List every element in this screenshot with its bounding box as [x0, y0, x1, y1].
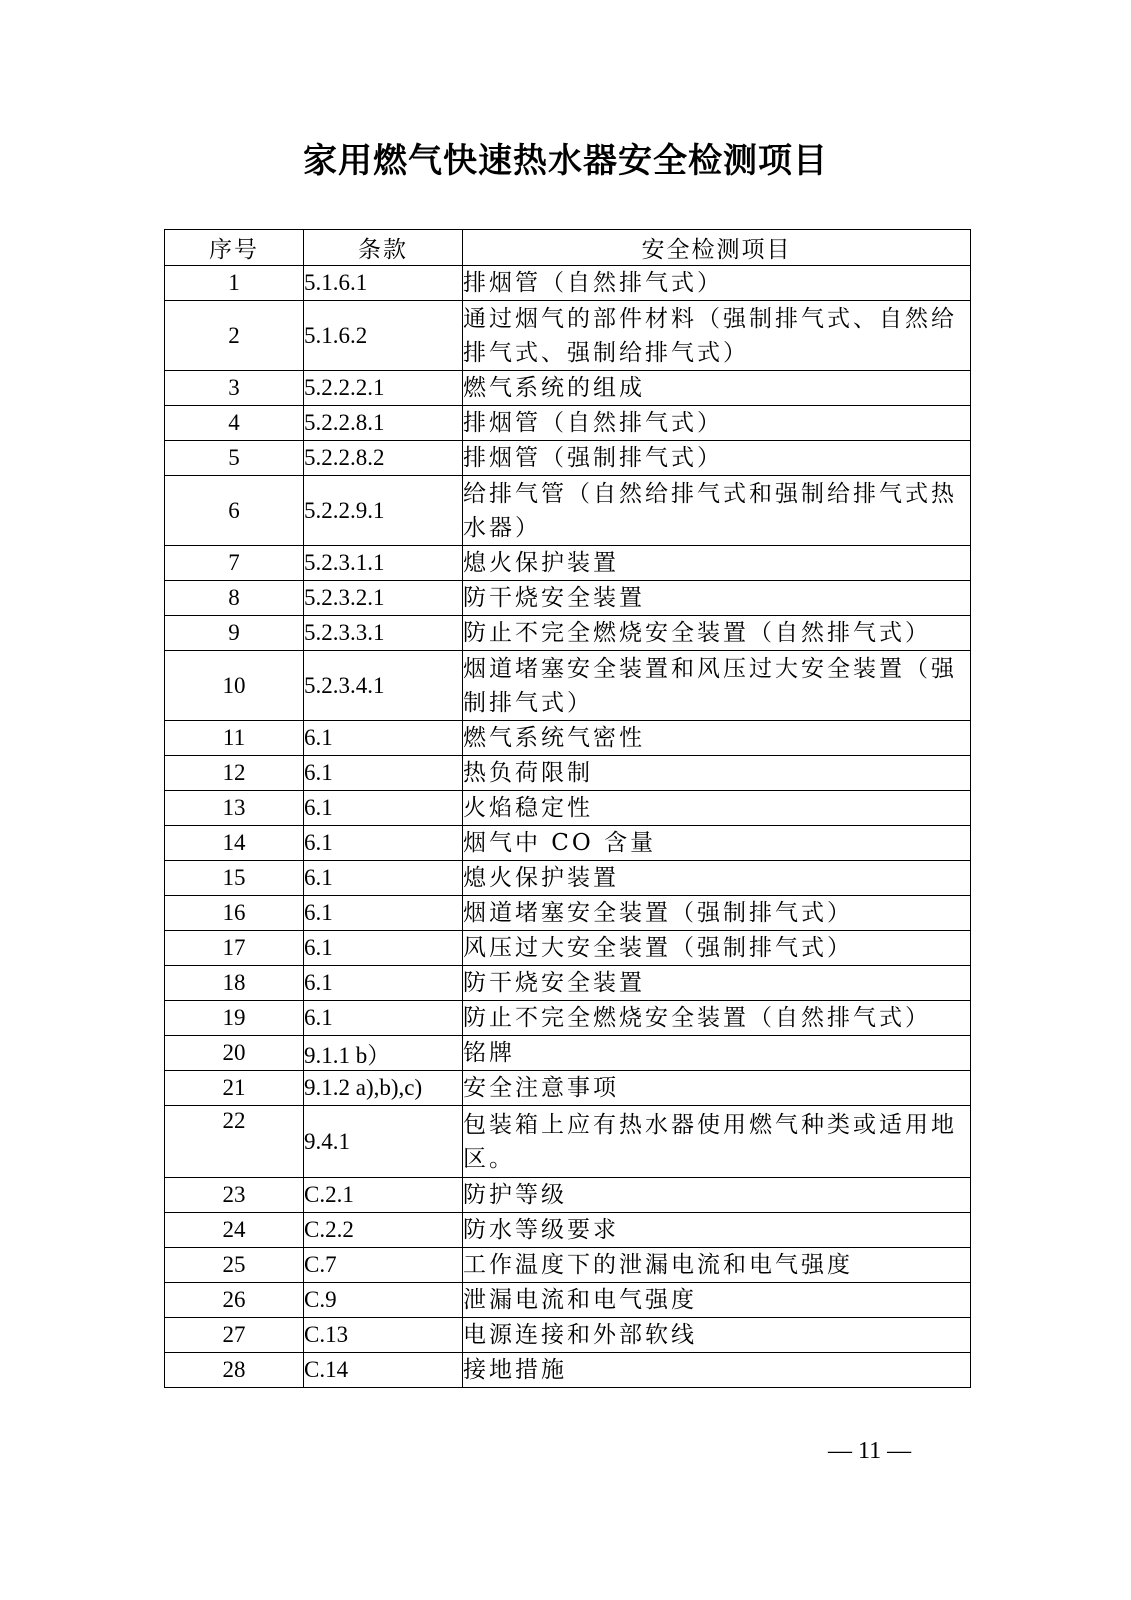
table-row [165, 1071, 971, 1106]
row-clause: 5.1.6.1 [304, 266, 463, 301]
row-clause: 6.1 [304, 756, 463, 791]
row-no: 25 [165, 1248, 304, 1283]
row-item: 电源连接和外部软线 [463, 1318, 971, 1353]
row-clause: 6.1 [304, 1001, 463, 1036]
row-item: 火焰稳定性 [463, 791, 971, 826]
row-item: 泄漏电流和电气强度 [463, 1283, 971, 1318]
row-clause: 6.1 [304, 861, 463, 896]
row-item: 排烟管（自然排气式） [463, 266, 971, 301]
row-clause: 5.2.3.1.1 [304, 546, 463, 581]
row-clause: 9.1.2 a),b),c) [304, 1071, 463, 1106]
row-clause: 6.1 [304, 721, 463, 756]
row-item: 燃气系统气密性 [463, 721, 971, 756]
row-clause: 5.2.2.9.1 [304, 476, 463, 546]
row-no: 9 [165, 616, 304, 651]
row-item: 给排气管（自然给排气式和强制给排气式热水器） [463, 476, 971, 546]
row-clause: 5.2.2.8.2 [304, 441, 463, 476]
table-row [165, 721, 971, 756]
row-item: 烟道堵塞安全装置（强制排气式） [463, 896, 971, 931]
table-row [165, 1213, 971, 1248]
row-no: 1 [165, 266, 304, 301]
row-no: 13 [165, 791, 304, 826]
row-no: 14 [165, 826, 304, 861]
row-item: 防止不完全燃烧安全装置（自然排气式） [463, 616, 971, 651]
row-item: 燃气系统的组成 [463, 371, 971, 406]
table-row [165, 1001, 971, 1036]
table-row [165, 791, 971, 826]
table-row [165, 1106, 971, 1178]
row-no: 7 [165, 546, 304, 581]
table-row [165, 1318, 971, 1353]
row-item: 排烟管（自然排气式） [463, 406, 971, 441]
row-no: 20 [165, 1036, 304, 1071]
table-row [165, 756, 971, 791]
row-item: 接地措施 [463, 1353, 971, 1388]
table-row [165, 1283, 971, 1318]
row-no: 6 [165, 476, 304, 546]
row-no: 4 [165, 406, 304, 441]
row-item: 防护等级 [463, 1178, 971, 1213]
table-row [165, 896, 971, 931]
row-item: 烟气中 CO 含量 [463, 826, 971, 861]
row-clause: 9.1.1 b） [304, 1036, 463, 1071]
row-clause: 9.4.1 [304, 1106, 463, 1178]
row-clause: 6.1 [304, 826, 463, 861]
row-clause: 6.1 [304, 791, 463, 826]
row-no: 2 [165, 301, 304, 371]
table-row [165, 861, 971, 896]
row-no: 8 [165, 581, 304, 616]
row-clause: 5.2.3.2.1 [304, 581, 463, 616]
header-item: 安全检测项目 [463, 230, 971, 266]
row-no: 21 [165, 1071, 304, 1106]
row-clause: 5.2.3.3.1 [304, 616, 463, 651]
row-clause: 5.2.2.8.1 [304, 406, 463, 441]
row-no: 19 [165, 1001, 304, 1036]
table-row [165, 1036, 971, 1071]
table-row [165, 301, 971, 371]
page-number: — 11 — [828, 1438, 912, 1464]
row-no: 16 [165, 896, 304, 931]
table-row [165, 931, 971, 966]
table-row [165, 826, 971, 861]
row-clause: 5.1.6.2 [304, 301, 463, 371]
row-item: 防干烧安全装置 [463, 581, 971, 616]
table-row [165, 966, 971, 1001]
row-no: 26 [165, 1283, 304, 1318]
row-no: 23 [165, 1178, 304, 1213]
row-item: 安全注意事项 [463, 1071, 971, 1106]
row-no: 11 [165, 721, 304, 756]
row-item: 熄火保护装置 [463, 546, 971, 581]
table-row [165, 1353, 971, 1388]
table-header-row [165, 230, 971, 266]
row-item: 包装箱上应有热水器使用燃气种类或适用地区。 [463, 1106, 971, 1178]
row-no: 12 [165, 756, 304, 791]
table-row [165, 1178, 971, 1213]
row-clause: 6.1 [304, 896, 463, 931]
table-row [165, 406, 971, 441]
table-row [165, 581, 971, 616]
row-item: 烟道堵塞安全装置和风压过大安全装置（强制排气式） [463, 651, 971, 721]
row-no: 5 [165, 441, 304, 476]
row-no: 3 [165, 371, 304, 406]
row-clause: 5.2.3.4.1 [304, 651, 463, 721]
header-clause: 条款 [304, 230, 463, 266]
row-clause: C.2.2 [304, 1213, 463, 1248]
row-item: 排烟管（强制排气式） [463, 441, 971, 476]
row-clause: C.9 [304, 1283, 463, 1318]
row-no: 17 [165, 931, 304, 966]
row-item: 防止不完全燃烧安全装置（自然排气式） [463, 1001, 971, 1036]
table-row [165, 371, 971, 406]
row-item: 热负荷限制 [463, 756, 971, 791]
row-item: 风压过大安全装置（强制排气式） [463, 931, 971, 966]
table-row [165, 651, 971, 721]
row-item: 熄火保护装置 [463, 861, 971, 896]
row-no: 28 [165, 1353, 304, 1388]
row-no: 15 [165, 861, 304, 896]
row-clause: 5.2.2.2.1 [304, 371, 463, 406]
table-row [165, 476, 971, 546]
table-row [165, 266, 971, 301]
header-no: 序号 [165, 230, 304, 266]
row-clause: C.2.1 [304, 1178, 463, 1213]
row-no: 24 [165, 1213, 304, 1248]
row-clause: 6.1 [304, 931, 463, 966]
table-row [165, 546, 971, 581]
row-no: 10 [165, 651, 304, 721]
table-row [165, 616, 971, 651]
row-no: 27 [165, 1318, 304, 1353]
row-item: 铭牌 [463, 1036, 971, 1071]
safety-inspection-table [164, 229, 971, 1388]
row-item: 工作温度下的泄漏电流和电气强度 [463, 1248, 971, 1283]
table-row [165, 1248, 971, 1283]
row-clause: C.7 [304, 1248, 463, 1283]
row-item: 防干烧安全装置 [463, 966, 971, 1001]
document-title: 家用燃气快速热水器安全检测项目 [303, 141, 828, 181]
row-no: 18 [165, 966, 304, 1001]
row-item: 防水等级要求 [463, 1213, 971, 1248]
row-clause: C.14 [304, 1353, 463, 1388]
row-clause: C.13 [304, 1318, 463, 1353]
row-item: 通过烟气的部件材料（强制排气式、自然给排气式、强制给排气式） [463, 301, 971, 371]
row-clause: 6.1 [304, 966, 463, 1001]
row-no: 22 [165, 1106, 304, 1178]
table-row [165, 441, 971, 476]
